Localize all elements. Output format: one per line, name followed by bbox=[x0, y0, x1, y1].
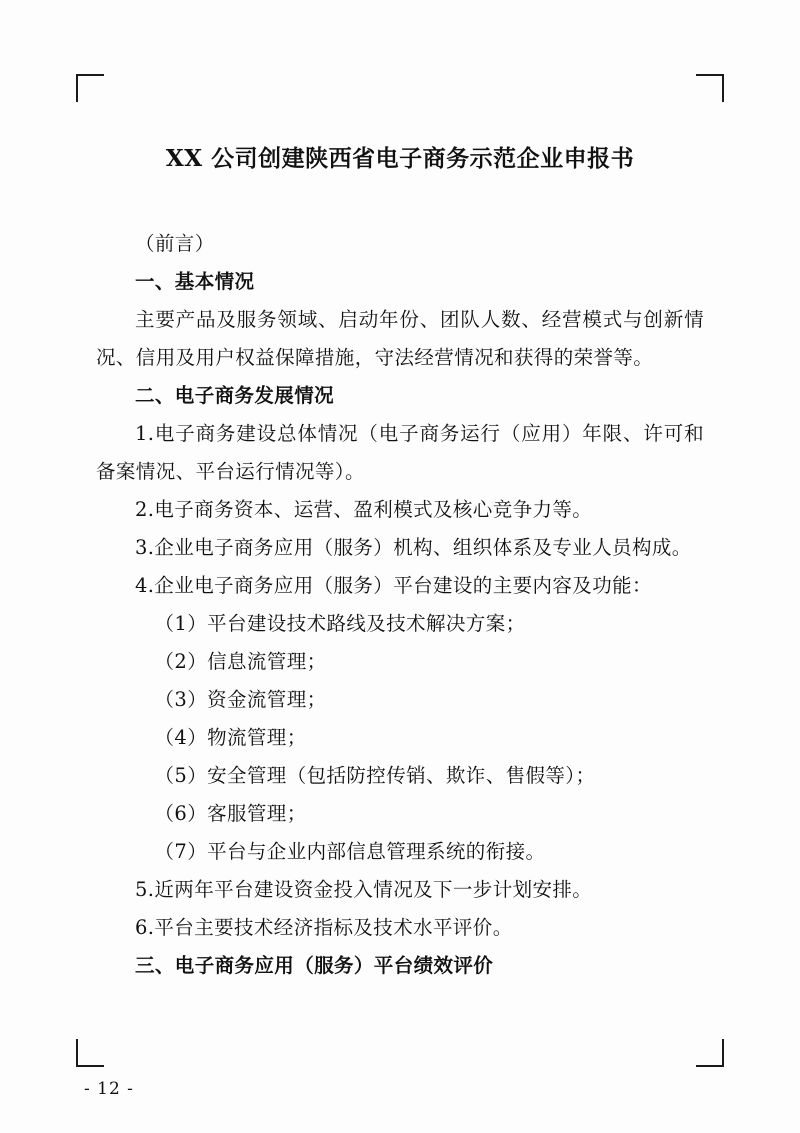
section-1-paragraph-1: 主要产品及服务领域、启动年份、团队人数、经营模式与创新情况、信用及用户权益保障措施，守法经营情况和获得的荣誉等。 bbox=[96, 308, 704, 370]
list-item: 3.企业电子商务应用（服务）机构、组织体系及专业人员构成。 bbox=[135, 536, 692, 560]
list-item: 2.电子商务资本、运营、盈利模式及核心竞争力等。 bbox=[135, 498, 593, 522]
list-item: （2）信息流管理； bbox=[154, 650, 327, 674]
crop-mark-bottom-left bbox=[76, 1039, 104, 1067]
list-item: （3）资金流管理； bbox=[154, 688, 327, 712]
list-item: （4）物流管理； bbox=[154, 726, 307, 750]
page-title: XX 公司创建陕西省电子商务示范企业申报书 bbox=[165, 145, 635, 172]
list-item: （1）平台建设技术路线及技术解决方案； bbox=[154, 612, 526, 636]
list-item: 1.电子商务建设总体情况（电子商务运行（应用）年限、许可和备案情况、平台运行情况等）。 bbox=[96, 422, 704, 484]
list-item: 5.近两年平台建设资金投入情况及下一步计划安排。 bbox=[135, 878, 593, 902]
document-body bbox=[96, 225, 704, 985]
crop-mark-top-left bbox=[76, 74, 104, 102]
section-heading-2: 二、电子商务发展情况 bbox=[135, 384, 335, 408]
list-item: 6.平台主要技术经济指标及技术水平评价。 bbox=[135, 916, 513, 940]
page-number: - 12 - bbox=[84, 1079, 134, 1099]
section-heading-1: 一、基本情况 bbox=[135, 270, 255, 294]
list-item: （5）安全管理（包括防控传销、欺诈、售假等）； bbox=[154, 764, 596, 788]
section-heading-3: 三、电子商务应用（服务）平台绩效评价 bbox=[135, 954, 494, 978]
preface-label: （前言） bbox=[135, 232, 215, 255]
list-item: （7）平台与企业内部信息管理系统的衔接。 bbox=[154, 840, 546, 864]
document-content bbox=[96, 120, 704, 985]
crop-mark-top-right bbox=[696, 74, 724, 102]
crop-mark-bottom-right bbox=[696, 1039, 724, 1067]
list-item: 4.企业电子商务应用（服务）平台建设的主要内容及功能： bbox=[135, 574, 652, 598]
list-item: （6）客服管理； bbox=[154, 802, 307, 826]
